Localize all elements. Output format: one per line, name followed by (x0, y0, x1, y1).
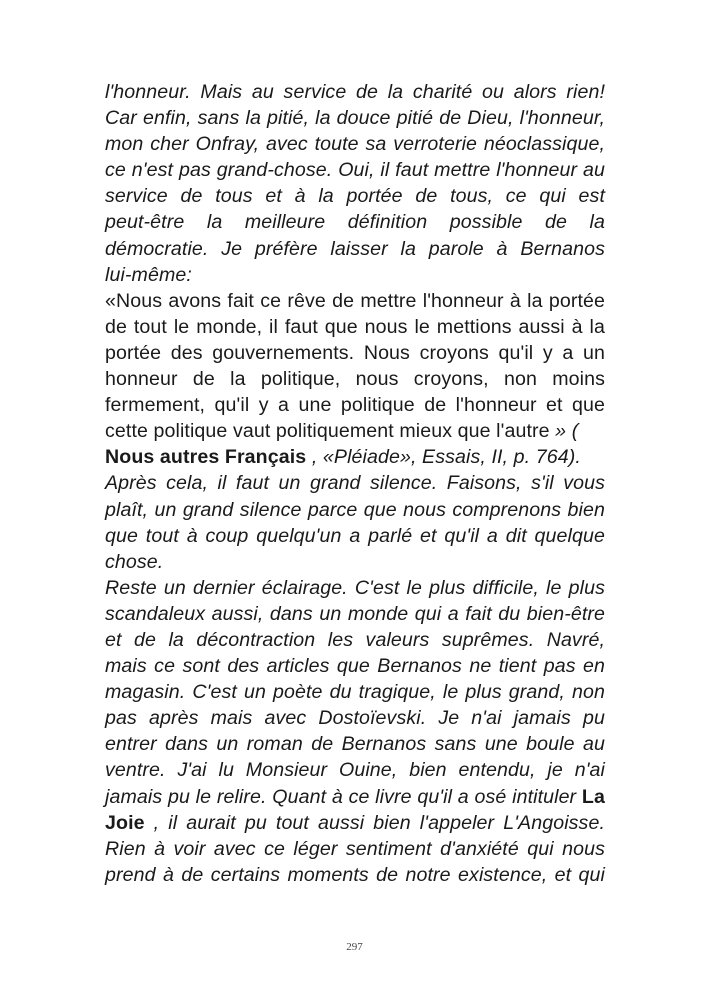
citation-reference: , «Pléiade», Essais, II, p. 764). (306, 446, 581, 469)
quote-line: fermement, qu'il y a une politique de l'honneur et que (105, 394, 605, 417)
text-line: Car enfin, sans la pitié, la douce pitié de Dieu, l'honneur, (105, 107, 605, 130)
text-line-part: jamais pu le relire. Quant à ce livre qu'il a osé intituler (105, 785, 582, 808)
text-line: scandaleux aussi, dans un monde qui a fait du bien-être (105, 602, 605, 625)
text-line: ventre. J'ai lu Monsieur Ouine, bien entendu, je n'ai (105, 759, 605, 782)
text-line: mon cher Onfray, avec toute sa verroterie néoclassique, (105, 133, 605, 156)
text-line-part: , il aurait pu tout aussi bien l'appeler L'Angoisse. (144, 811, 605, 834)
quote-line-text: cette politique vaut politiquement mieux que l'autre (105, 420, 550, 443)
quote-line (105, 418, 605, 444)
page-number: 297 (346, 941, 363, 953)
text-line: plaît, un grand silence parce que nous comprenons bien (105, 498, 605, 521)
text-line: peut-être la meilleure définition possible de la (105, 211, 605, 234)
quote-line: de tout le monde, il faut que nous le mettions aussi à la (105, 315, 605, 338)
citation-book-title: Nous autres Français (105, 446, 307, 469)
text-line: que tout à coup quelqu'un a parlé et qu'il a dit quelque (105, 524, 605, 547)
text-line: prend à de certains moments de notre existence, et qui (105, 863, 605, 886)
book-title-la: La (581, 785, 605, 808)
text-line: magasin. C'est un poète du tragique, le plus grand, non (105, 681, 605, 704)
text-line: chose. (105, 550, 164, 573)
body-text (105, 79, 605, 888)
text-line: lui-même: (105, 263, 192, 286)
text-line: Rien à voir avec ce léger sentiment d'anxiété qui nous (105, 837, 605, 860)
quote-line: honneur de la politique, nous croyons, non moins (105, 368, 605, 391)
text-line: entrer dans un roman de Bernanos sans une boule au (105, 733, 605, 756)
quote-close: » ( (549, 420, 579, 443)
text-line: pas après mais avec Dostoïevski. Je n'ai jamais pu (105, 707, 605, 730)
text-line: l'honneur. Mais au service de la charité ou alors rien! (105, 81, 605, 103)
text-line (105, 810, 605, 836)
text-line: démocratie. Je préfère laisser la parole à Bernanos (105, 237, 605, 260)
citation-line (105, 444, 605, 470)
text-line: service de tous et à la portée de tous, ce qui est (105, 185, 605, 208)
quote-line: «Nous avons fait ce rêve de mettre l'honneur à la portée (105, 289, 605, 312)
text-line: Reste un dernier éclairage. C'est le plus difficile, le plus (105, 576, 605, 599)
text-line: ce n'est pas grand-chose. Oui, il faut mettre l'honneur au (105, 159, 605, 182)
text-line: Après cela, il faut un grand silence. Faisons, s'il vous (105, 472, 605, 495)
text-line: mais ce sont des articles que Bernanos ne tient pas en (105, 655, 605, 678)
text-line: et de la décontraction les valeurs suprêmes. Navré, (105, 628, 605, 651)
text-line (105, 784, 605, 810)
book-title-joie: Joie (105, 811, 145, 834)
quote-line: portée des gouvernements. Nous croyons qu'il y a un (105, 341, 605, 364)
